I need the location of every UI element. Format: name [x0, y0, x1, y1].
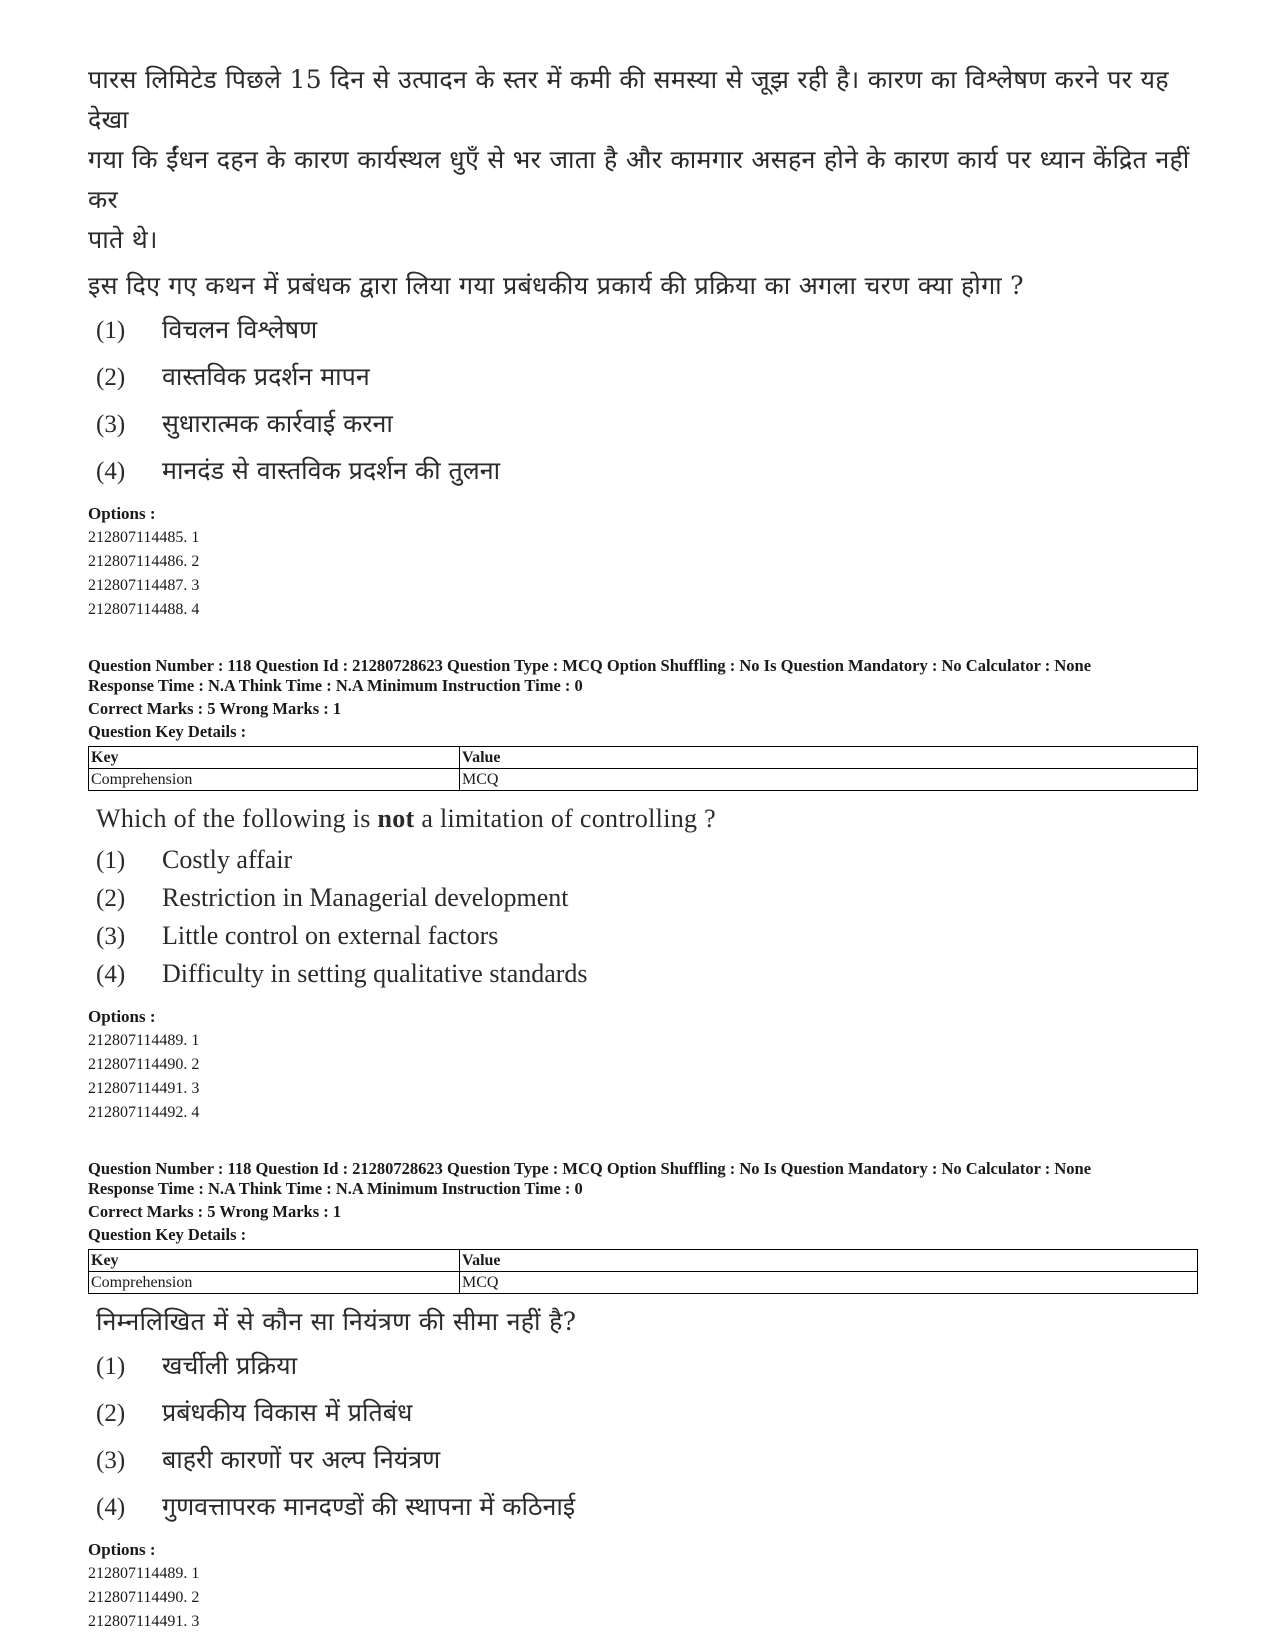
choice-number: (2) — [96, 885, 126, 912]
key-details-label: Question Key Details : — [88, 722, 247, 741]
choice-number: (2) — [96, 364, 126, 391]
choice-number: (3) — [96, 923, 126, 950]
question-meta-line: Response Time : N.A Think Time : N.A Minimum Instruction Time : 0 — [88, 1179, 583, 1198]
choice-item — [88, 1348, 1198, 1395]
question-block-2 — [88, 656, 1198, 1125]
question-meta-line: Question Number : 118 Question Id : 21280728623 Question Type : MCQ Option Shuffling : No Is Question Mandatory : No Calculator : None — [88, 1159, 1092, 1178]
choice-text: विचलन विश्लेषण — [162, 315, 318, 344]
choice-item — [88, 359, 1198, 406]
choice-number: (2) — [96, 1400, 126, 1427]
choice-text: खर्चीली प्रक्रिया — [162, 1351, 298, 1380]
question-block-1 — [88, 60, 1198, 622]
prompt-text: a limitation of controlling ? — [414, 804, 716, 833]
table-header-cell: Key — [89, 1250, 460, 1272]
choice-list — [88, 1348, 1198, 1536]
question-meta-line: Question Number : 118 Question Id : 21280728623 Question Type : MCQ Option Shuffling : No Is Question Mandatory : No Calculator : None — [88, 656, 1092, 675]
option-id: 212807114491. 3 — [88, 1080, 200, 1097]
option-id: 212807114488. 4 — [88, 601, 200, 618]
choice-text: सुधारात्मक कार्रवाई करना — [162, 409, 393, 438]
table-cell: MCQ — [460, 1272, 1198, 1294]
option-id: 212807114489. 1 — [88, 1032, 200, 1049]
choice-item — [88, 921, 1198, 959]
option-id: 212807114485. 1 — [88, 529, 200, 546]
table-row — [89, 769, 1198, 791]
prompt-emphasis: not — [377, 804, 415, 833]
choice-text: Costly affair — [162, 845, 293, 874]
table-header-cell: Key — [89, 747, 460, 769]
choice-text: Little control on external factors — [162, 921, 499, 950]
options-list — [88, 526, 1198, 622]
key-details-table — [88, 746, 1198, 791]
choice-text: Difficulty in setting qualitative standards — [162, 959, 588, 988]
options-label: Options : — [88, 1007, 156, 1026]
choice-number: (4) — [96, 458, 126, 485]
document-page — [88, 60, 1198, 1634]
key-details-label: Question Key Details : — [88, 1225, 247, 1244]
question-passage — [88, 60, 1198, 260]
table-cell: Comprehension — [89, 769, 460, 791]
choice-text: प्रबंधकीय विकास में प्रतिबंध — [162, 1398, 413, 1427]
choice-number: (1) — [96, 847, 126, 874]
option-id: 212807114491. 3 — [88, 1613, 200, 1630]
choice-item — [88, 1489, 1198, 1536]
choice-item — [88, 406, 1198, 453]
question-meta-line: Response Time : N.A Think Time : N.A Minimum Instruction Time : 0 — [88, 676, 583, 695]
table-header-cell: Value — [460, 747, 1198, 769]
table-header-cell: Value — [460, 1250, 1198, 1272]
options-list — [88, 1029, 1198, 1125]
question-block-3 — [88, 1159, 1198, 1634]
marks-line: Correct Marks : 5 Wrong Marks : 1 — [88, 699, 342, 718]
choice-text: वास्तविक प्रदर्शन मापन — [162, 362, 370, 391]
choice-number: (3) — [96, 1447, 126, 1474]
choice-item — [88, 959, 1198, 997]
choice-list — [88, 312, 1198, 500]
choice-text: मानदंड से वास्तविक प्रदर्शन की तुलना — [162, 456, 501, 485]
table-header-row — [89, 747, 1198, 769]
choice-number: (1) — [96, 1353, 126, 1380]
table-cell: MCQ — [460, 769, 1198, 791]
choice-number: (1) — [96, 317, 126, 344]
choice-list — [88, 845, 1198, 997]
choice-number: (3) — [96, 411, 126, 438]
option-id: 212807114490. 2 — [88, 1589, 200, 1606]
question-prompt: इस दिए गए कथन में प्रबंधक द्वारा लिया गया प्रबंधकीय प्रकार्य की प्रक्रिया का अगला चरण क्या होगा ? — [88, 271, 1024, 300]
table-header-row — [89, 1250, 1198, 1272]
choice-item — [88, 845, 1198, 883]
table-row — [89, 1272, 1198, 1294]
options-list — [88, 1562, 1198, 1634]
choice-text: गुणवत्तापरक मानदण्डों की स्थापना में कठिनाई — [162, 1492, 576, 1521]
choice-number: (4) — [96, 961, 126, 988]
passage-line: पारस लिमिटेड पिछले 15 दिन से उत्पादन के स्तर में कमी की समस्या से जूझ रही है। कारण का विश्लेषण करने पर यह देखा — [88, 65, 1169, 134]
choice-item — [88, 1395, 1198, 1442]
choice-text: बाहरी कारणों पर अल्प नियंत्रण — [162, 1445, 441, 1474]
key-details-table — [88, 1249, 1198, 1294]
choice-item — [88, 1442, 1198, 1489]
question-prompt: निम्नलिखित में से कौन सा नियंत्रण की सीमा नहीं है? — [96, 1307, 577, 1336]
options-label: Options : — [88, 1540, 156, 1559]
choice-item — [88, 312, 1198, 359]
option-id: 212807114490. 2 — [88, 1056, 200, 1073]
choice-item — [88, 453, 1198, 500]
passage-line: पाते थे। — [88, 225, 158, 254]
option-id: 212807114492. 4 — [88, 1104, 200, 1121]
choice-item — [88, 883, 1198, 921]
option-id: 212807114489. 1 — [88, 1565, 200, 1582]
question-prompt — [88, 799, 1198, 839]
marks-line: Correct Marks : 5 Wrong Marks : 1 — [88, 1202, 342, 1221]
choice-number: (4) — [96, 1494, 126, 1521]
prompt-text: Which of the following is — [96, 804, 378, 833]
choice-text: Restriction in Managerial development — [162, 883, 569, 912]
option-id: 212807114486. 2 — [88, 553, 200, 570]
options-label: Options : — [88, 504, 156, 523]
option-id: 212807114487. 3 — [88, 577, 200, 594]
table-cell: Comprehension — [89, 1272, 460, 1294]
passage-line: गया कि ईंधन दहन के कारण कार्यस्थल धुएँ से भर जाता है और कामगार असहन होने के कारण कार्य पर ध्यान केंद्रित नहीं कर — [88, 145, 1190, 214]
